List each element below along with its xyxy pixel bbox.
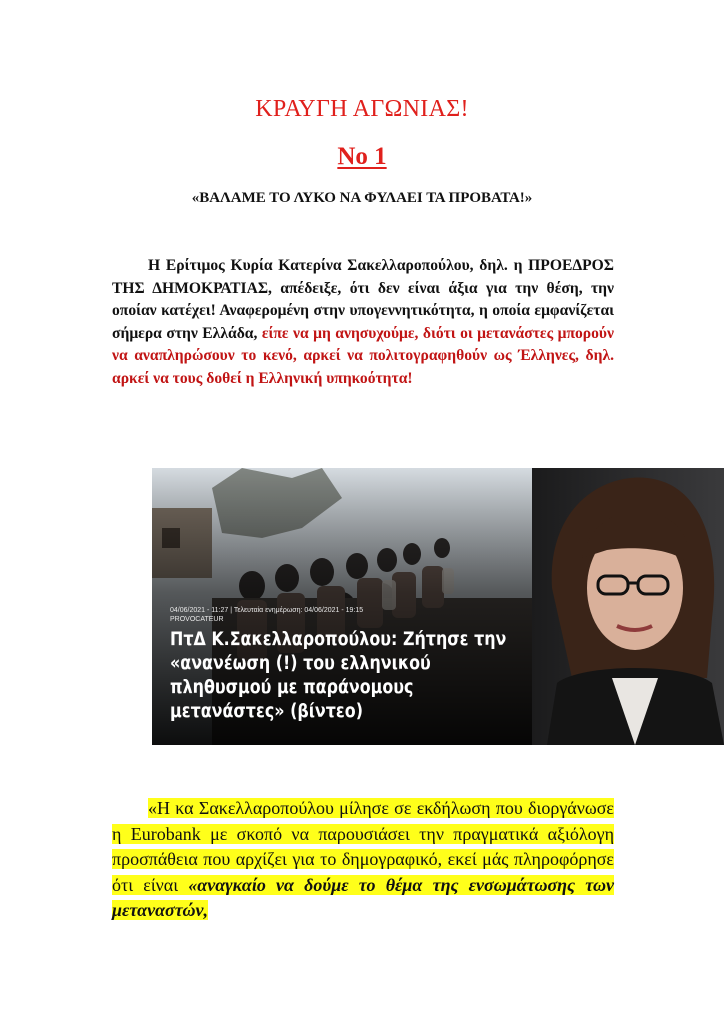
intro-paragraph-red-text: είπε να μη ανησυχούμε, διότι οι μετανάστες μπορούν να αναπληρώσουν το κενό, αρκεί να πολιτογραφηθούν ως Έλληνες, δηλ. αρκεί να τους δοθεί η Ελληνική υπηκοότητα! xyxy=(112,324,614,387)
quote-paragraph-emphasis: «αναγκαίο να δούμε το θέμα της ενσωμάτωσης των μεταναστών, xyxy=(112,874,615,920)
news-headline-line: πληθυσμού με παράνομους xyxy=(170,677,414,698)
intro-paragraph xyxy=(112,255,614,390)
news-screenshot-image xyxy=(152,468,724,745)
intro-paragraph-text: Η Ερίτιμος Κυρία Κατερίνα Σακελλαροπούλου, δηλ. η ΠΡΟΕΔΡΟΣ ΤΗΣ ΔΗΜΟΚΡΑΤΙΑΣ, απέδειξε, ότι δεν είναι άξια για την θέση, την οποίαν κατέχει! Αναφερομένη στην υπογεννητικότητα, η οποία εμφανίζεται σήμερα στην Ελλάδα, xyxy=(112,257,614,342)
news-meta-date: 04/06/2021 - 11:27 | Τελευταία ενημέρωση: 04/06/2021 - 19:15 xyxy=(170,607,364,614)
document-subtitle: «ΒΑΛΑΜΕ ΤΟ ΛΥΚΟ ΝΑ ΦΥΛΑΕΙ ΤΑ ΠΡΟΒΑΤΑ!» xyxy=(191,190,533,206)
quote-paragraph-text: «Η κα Σακελλαροπούλου μίλησε σε εκδήλωση που διοργάνωσε η Eurobank με σκοπό να παρουσιάσει την πραγματικά αξιόλογη προσπάθεια που αρχίζει για το δημογραφικό, εκεί μάς πληροφόρησε ότι είναι xyxy=(112,798,614,895)
document-number xyxy=(0,142,724,172)
news-headline xyxy=(170,628,507,724)
news-headline-line: «ανανέωση (!) του ελληνικού xyxy=(170,653,431,674)
news-meta xyxy=(170,606,363,624)
news-meta-source: PROVOCATEUR xyxy=(170,616,224,623)
document-title: ΚΡΑΥΓΗ ΑΓΩΝΙΑΣ! xyxy=(255,96,469,122)
quote-paragraph xyxy=(112,796,614,924)
news-headline-line: ΠτΔ Κ.Σακελλαροπούλου: Ζήτησε την xyxy=(170,629,507,650)
document-number-text: Νο 1 xyxy=(337,143,387,170)
news-headline-line: μετανάστες» (βίντεο) xyxy=(170,701,363,722)
